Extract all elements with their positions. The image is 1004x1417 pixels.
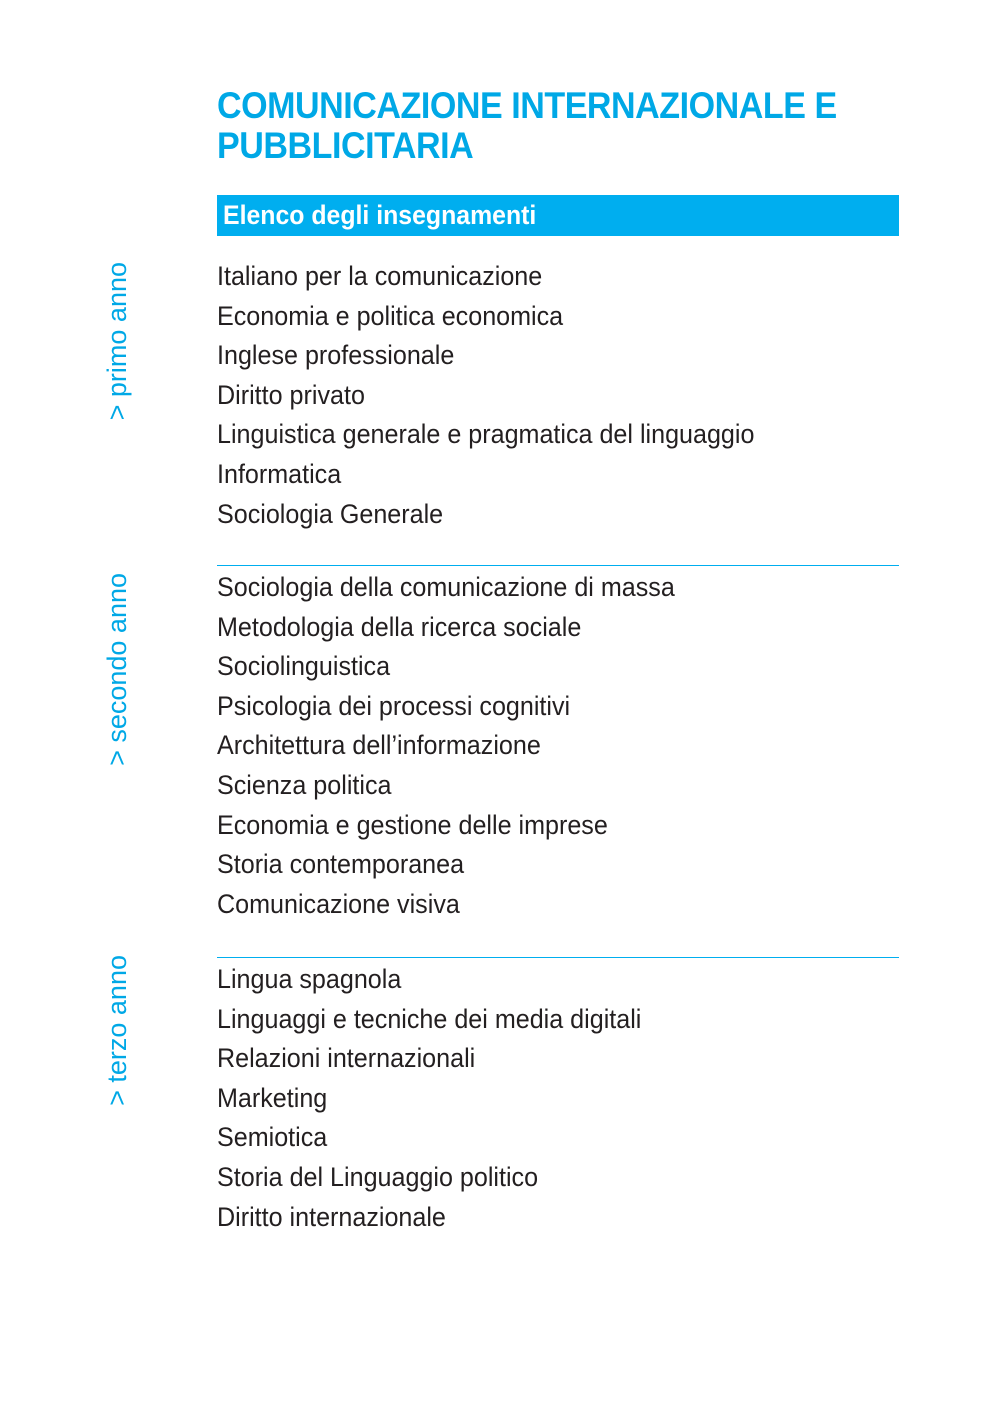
page-title [217,86,861,166]
page-title-line-2: PUBBLICITARIA [217,125,474,166]
page-title-line-1: COMUNICAZIONE INTERNAZIONALE E [217,85,837,126]
course-item: Marketing [217,1082,328,1113]
course-item: Diritto internazionale [217,1201,446,1232]
year-label-terzo: > terzo anno [102,955,132,1106]
course-item: Economia e politica economica [217,300,564,331]
course-item: Inglese professionale [217,340,455,371]
course-item: Sociolinguistica [217,651,391,682]
course-item: Comunicazione visiva [217,888,460,919]
course-list-secondo [217,568,709,924]
course-item: Informatica [217,458,342,489]
section-divider [217,565,899,566]
course-item: Linguistica generale e pragmatica del linguaggio [217,419,755,450]
course-item: Sociologia Generale [217,498,444,529]
course-item: Semiotica [217,1122,328,1153]
year-label-primo: > primo anno [102,262,132,421]
course-item: Linguaggi e tecniche dei media digitali [217,1003,642,1034]
course-item: Sociologia della comunicazione di massa [217,572,675,602]
course-list-primo [217,257,795,534]
course-item: Architettura dell’informazione [217,730,541,761]
course-item: Storia contemporanea [217,849,465,880]
course-item: Diritto privato [217,379,365,410]
course-item: Scienza politica [217,769,392,800]
course-list-terzo [217,960,673,1237]
course-item: Relazioni internazionali [217,1043,476,1074]
section-divider [217,957,899,958]
section-header-label: Elenco degli insegnamenti [223,200,537,230]
course-item: Italiano per la comunicazione [217,261,543,291]
course-item: Economia e gestione delle imprese [217,809,608,840]
section-header-bar [217,195,899,236]
course-item: Storia del Linguaggio politico [217,1161,539,1192]
course-item: Lingua spagnola [217,964,402,994]
course-item: Psicologia dei processi cognitivi [217,690,571,721]
year-label-secondo: > secondo anno [102,573,132,766]
course-item: Metodologia della ricerca sociale [217,611,582,642]
